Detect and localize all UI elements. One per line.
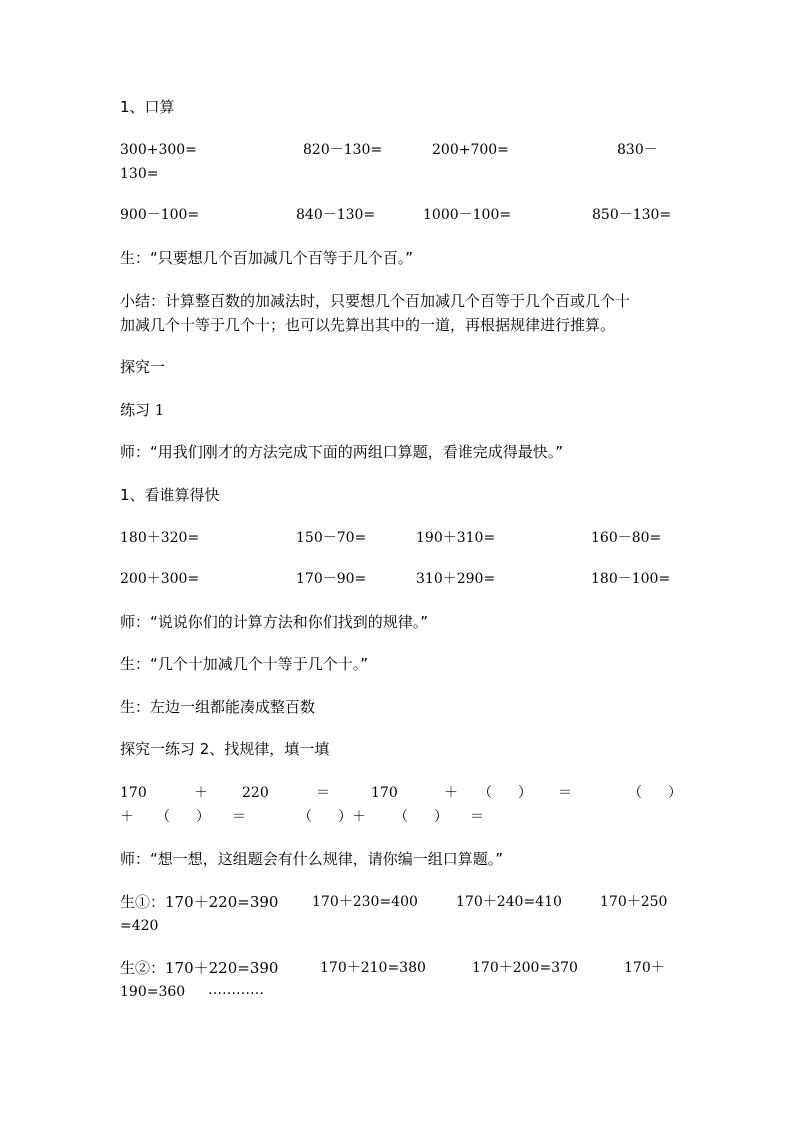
teacher-remark: 师：“想一想，这组题会有什么规律，请你编一组口算题。”: [120, 850, 504, 868]
student-answer-wrap: 190=360: [120, 984, 186, 1000]
calc-item: 820－130=: [303, 142, 383, 158]
heading-practice: 练习 1: [120, 401, 165, 419]
blank-open: （: [478, 785, 492, 801]
pattern-token: 170: [371, 785, 398, 801]
student-answer: 170＋: [624, 960, 665, 976]
student-reply: 生：左边一组都能凑成整百数: [120, 698, 316, 716]
pattern-token: ＝: [232, 809, 246, 825]
student-answer: 170＋200=370: [472, 960, 578, 976]
heading-explore-practice: 探究一练习 2、找规律，填一填: [120, 740, 330, 758]
blank-close: ）: [518, 785, 532, 801]
pattern-token: ＋: [194, 785, 208, 801]
pattern-token: 170: [120, 785, 147, 801]
blank-close: ）: [668, 785, 682, 801]
student-answer: 170＋230=400: [312, 894, 418, 910]
blank-close-plus: ）＋: [338, 809, 366, 825]
calc-item: 180－100=: [591, 571, 671, 587]
blank-open: （: [156, 809, 170, 825]
calc-item: 150－70=: [296, 530, 367, 546]
blank-close: ）: [434, 809, 448, 825]
calc-item: 840－130=: [296, 207, 376, 223]
student-answer-wrap: =420: [120, 918, 159, 934]
section-title-oral-calc: 1、口算: [120, 98, 175, 116]
pattern-token: ＝: [316, 785, 330, 801]
pattern-token: ＝: [470, 809, 484, 825]
student-answer: 170＋250: [600, 894, 668, 910]
pattern-token: ＋: [120, 809, 134, 825]
calc-item: 200+700=: [432, 142, 509, 158]
pattern-token: ＋: [444, 785, 458, 801]
teacher-remark: 师：“说说你们的计算方法和你们找到的规律。”: [120, 613, 429, 631]
pattern-token: 220: [242, 785, 269, 801]
calc-item: 200＋300=: [120, 571, 200, 587]
student-reply: 生：“几个十加减几个十等于几个十。”: [120, 655, 369, 673]
calc-item: 900－100=: [120, 207, 200, 223]
calc-item-wrap: 130=: [120, 166, 159, 182]
calc-item: 850－130=: [592, 207, 672, 223]
blank-open: （: [628, 785, 642, 801]
heading-explore: 探究一: [120, 358, 166, 376]
ellipsis: …………: [208, 982, 264, 998]
calc-item: 160－80=: [591, 530, 662, 546]
section-title-quick-calc: 1、看谁算得快: [120, 486, 220, 504]
student-answer: 生①：170＋220=390: [120, 893, 279, 911]
blank-close: ）: [196, 809, 210, 825]
pattern-token: ＝: [558, 785, 572, 801]
blank-open: （: [394, 809, 408, 825]
calc-item: 180＋320=: [120, 530, 200, 546]
student-reply: 生：“只要想几个百加减几个百等于几个百。”: [120, 249, 414, 267]
calc-item: 300+300=: [120, 142, 197, 158]
student-answer: 170＋240=410: [456, 894, 562, 910]
student-answer: 生②：170＋220=390: [120, 959, 279, 977]
blank-open: （: [298, 809, 312, 825]
summary-line: 加减几个十等于几个十；也可以先算出其中的一道，再根据规律进行推算。: [120, 316, 616, 334]
summary-line: 小结：计算整百数的加减法时，只要想几个百加减几个百等于几个百或几个十: [120, 292, 631, 310]
calc-item: 310＋290=: [416, 571, 496, 587]
calc-item: 170－90=: [296, 571, 367, 587]
student-answer: 170＋210=380: [320, 960, 426, 976]
teacher-remark: 师：“用我们刚才的方法完成下面的两组口算题，看谁完成得最快。”: [120, 443, 564, 461]
calc-item: 190＋310=: [416, 530, 496, 546]
calc-item: 830－: [617, 142, 658, 158]
calc-item: 1000－100=: [423, 207, 512, 223]
